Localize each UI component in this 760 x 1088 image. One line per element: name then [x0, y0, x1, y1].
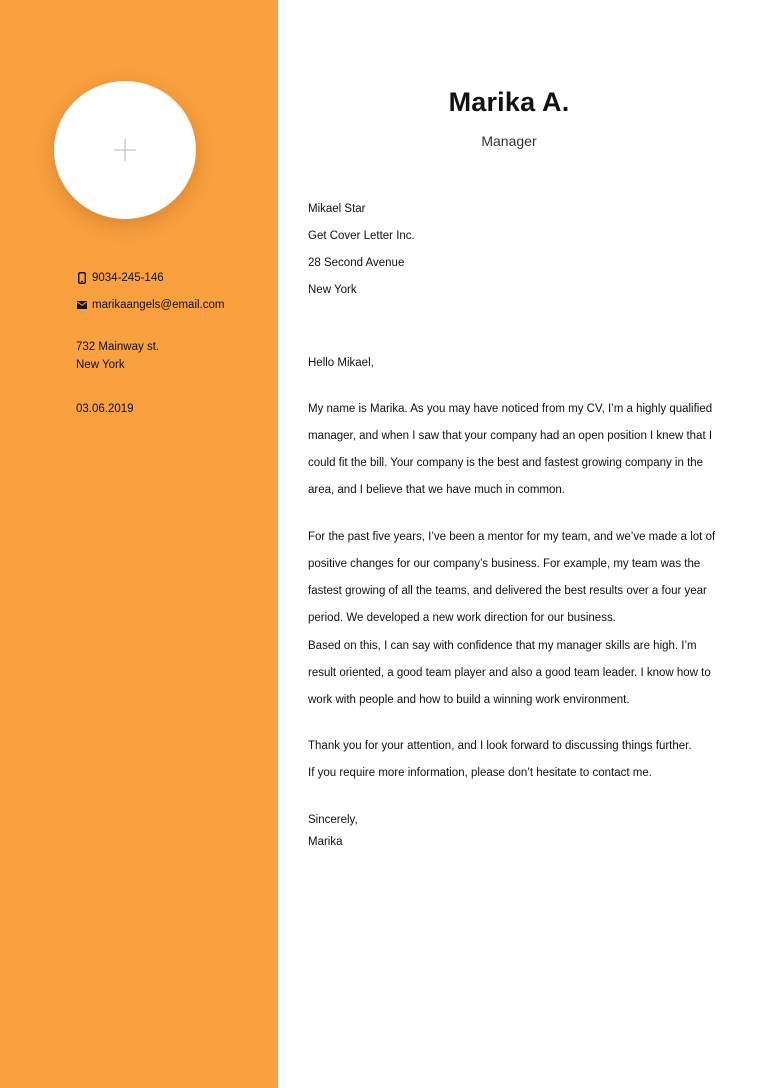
recipient-company: Get Cover Letter Inc.	[308, 230, 415, 242]
signature: Marika	[308, 836, 343, 848]
letter-line: positive changes for our company’s business. For example, my team was the	[308, 558, 701, 570]
profile-photo-placeholder[interactable]	[54, 81, 196, 219]
letter-date: 03.06.2019	[76, 403, 134, 415]
applicant-name: Marika A.	[448, 87, 570, 117]
recipient-city: New York	[308, 284, 357, 296]
sidebar	[0, 0, 278, 1088]
phone-number: 9034-245-146	[92, 272, 164, 284]
plus-icon	[114, 139, 136, 161]
letter-line: If you require more information, please don’t hesitate to contact me.	[308, 767, 652, 779]
closing: Sincerely,	[308, 814, 358, 826]
letter-line: manager, and when I saw that your company had an open position I knew that I	[308, 430, 713, 442]
phone-icon	[76, 272, 87, 284]
letter-line: Thank you for your attention, and I look forward to discussing things further.	[308, 740, 692, 752]
recipient-street: 28 Second Avenue	[308, 257, 405, 269]
greeting: Hello Mikael,	[308, 357, 374, 369]
letter-line: result oriented, a good team player and also a good team leader. I know how to	[308, 667, 711, 679]
email-address: marikaangels@email.com	[92, 299, 225, 311]
letter-line: For the past five years, I’ve been a mentor for my team, and we’ve made a lot of	[308, 531, 716, 543]
address-line-1: 732 Mainway st.	[76, 341, 160, 353]
letter-line: My name is Marika. As you may have noticed from my CV, I’m a highly qualified	[308, 403, 713, 415]
letter-line: could fit the bill. Your company is the best and fastest growing company in the	[308, 457, 704, 469]
letter-line: work with people and how to build a winning work environment.	[308, 694, 630, 706]
letter-line: period. We developed a new work direction for our business.	[308, 612, 616, 624]
letter-line: Based on this, I can say with confidence that my manager skills are high. I’m	[308, 640, 697, 652]
email-row	[76, 297, 224, 313]
recipient-name: Mikael Star	[308, 203, 366, 215]
envelope-icon	[76, 299, 87, 311]
letter-body	[278, 0, 760, 1088]
letter-line: area, and I believe that we have much in common.	[308, 484, 565, 496]
phone-row	[76, 270, 164, 286]
applicant-role: Manager	[481, 133, 537, 149]
recipient-block	[308, 196, 415, 304]
address	[76, 338, 159, 374]
letter-line: fastest growing of all the teams, and delivered the best results over a four year	[308, 585, 707, 597]
address-line-2: New York	[76, 359, 125, 371]
